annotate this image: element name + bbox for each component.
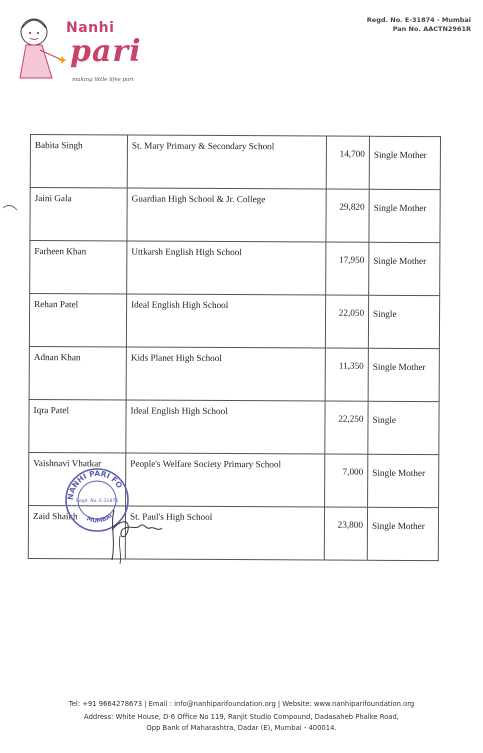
cell-amount: 22,250 [325, 401, 368, 454]
cell-category: Single Mother [368, 454, 439, 507]
logo-word-pari: pari [70, 34, 142, 69]
table-row [30, 241, 440, 296]
logo-word-nanhi: Nanhi [66, 20, 115, 36]
logo [10, 8, 150, 93]
table-row [29, 399, 439, 454]
footer-address-line1: Address: White House, D-6 Office No 119, Ranjit Studio Compound, Dadasaheb Phalke Road, [84, 713, 399, 721]
cell-school: Guardian High School & Jr. College [127, 188, 326, 242]
cell-amount: 7,000 [325, 454, 368, 507]
cell-school: People's Welfare Society Primary School [126, 453, 325, 507]
cell-name: Iqra Patel [29, 399, 126, 453]
cell-school: Ideal English High School [126, 294, 325, 348]
cell-name: Babita Singh [30, 135, 127, 189]
cell-category: Single Mother [369, 242, 440, 295]
cell-school: Uttkarsh English High School [127, 241, 326, 295]
cell-name: Farheen Khan [30, 241, 127, 295]
cell-amount: 29,820 [326, 189, 369, 242]
cell-category: Single Mother [369, 136, 440, 189]
cell-amount: 17,950 [326, 242, 369, 295]
cell-school: Ideal English High School [126, 400, 325, 454]
stamp-top-text: NANHI PARI FO [65, 468, 125, 501]
table-row [29, 294, 439, 349]
cell-amount: 22,050 [325, 295, 368, 348]
footer-address-line2: Opp Bank of Maharashtra, Dadar (E), Mumbai - 400014. [146, 724, 337, 732]
cell-category: Single [368, 401, 439, 454]
cell-category: Single Mother [368, 348, 439, 401]
cell-name: Adnan Khan [29, 346, 126, 400]
cell-name: Rehan Patel [29, 294, 126, 348]
registration-info [367, 16, 471, 34]
cell-school: St. Paul's High School [125, 506, 324, 560]
stamp-bottom-text: MUMBAI [85, 512, 114, 525]
cell-amount: 11,350 [325, 348, 368, 401]
stamp-center-text: Regd. No. E-31874 [76, 499, 118, 504]
signature-icon [100, 500, 166, 572]
table-row [30, 188, 440, 243]
cell-name: Zaid Shaikh [28, 505, 125, 559]
cell-category: Single Mother [367, 507, 438, 560]
pan-number: Pan No. AACTN2961R [392, 25, 471, 33]
cell-school: Kids Planet High School [126, 347, 325, 401]
cell-school: St. Mary Primary & Secondary School [127, 135, 326, 189]
cell-amount: 23,800 [324, 507, 367, 560]
table-row [30, 135, 440, 190]
cell-category: Single [368, 295, 439, 348]
cell-amount: 14,700 [326, 136, 369, 189]
margin-mark [2, 200, 18, 214]
girl-illustration-icon [10, 8, 70, 88]
table-row [29, 346, 439, 401]
logo-tagline: making little lifes pari [72, 77, 134, 83]
cell-category: Single Mother [369, 189, 440, 242]
cell-name: Jaini Gala [30, 188, 127, 242]
footer-contact: Tel: +91 9664278673 | Email : info@nanhiparifoundation.org | Website: www.nanhiparifoundation.org [68, 700, 415, 708]
cell-name: Vaishnavi Vhatkar [29, 452, 126, 506]
registration-number: Regd. No. E-31874 - Mumbai [366, 16, 471, 24]
